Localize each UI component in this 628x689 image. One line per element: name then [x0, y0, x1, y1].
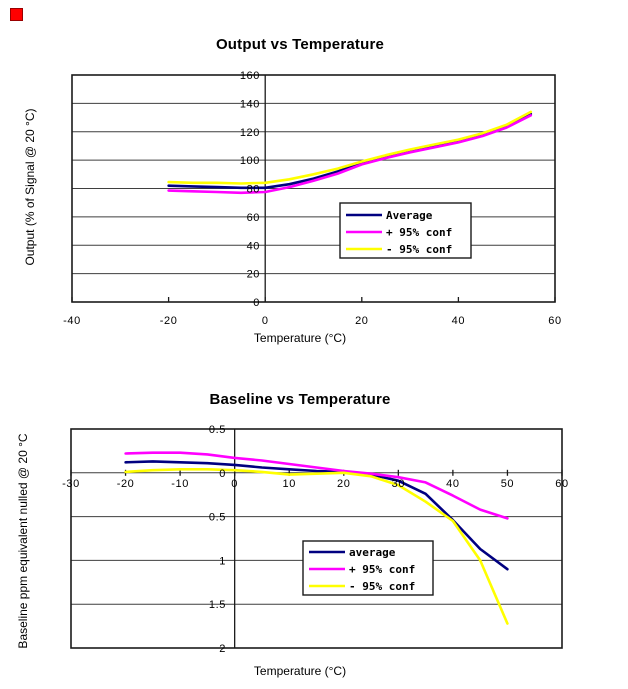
y-tick-label: 0.5: [208, 511, 226, 524]
x-tick-label: 40: [446, 477, 460, 490]
y-tick-label: 140: [239, 98, 260, 111]
y-tick-label: 40: [246, 240, 260, 253]
y-tick-label: 100: [239, 155, 260, 168]
output-y-axis-label: Output (% of Signal @ 20 °C): [23, 108, 37, 266]
x-tick-label: -30: [62, 477, 80, 490]
x-tick-label: 20: [355, 315, 369, 327]
x-tick-label: 0: [231, 477, 239, 490]
x-tick-label: -40: [63, 315, 81, 327]
y-tick-label: 0: [219, 467, 226, 480]
series-line-average: [169, 114, 531, 188]
x-tick-label: 50: [500, 477, 515, 490]
x-tick-label: 20: [337, 477, 351, 490]
x-tick-label: -20: [159, 315, 178, 327]
baseline-vs-temperature-chart: [0, 345, 628, 689]
baseline-x-axis-label: Temperature (°C): [253, 664, 347, 678]
baseline-chart-title: Baseline vs Temperature: [209, 391, 391, 408]
legend-label: Average: [386, 209, 433, 222]
y-tick-label: 1.5: [208, 599, 226, 612]
legend-label: + 95% conf: [386, 226, 453, 239]
x-tick-label: 60: [548, 315, 562, 327]
y-tick-label: 0: [253, 297, 260, 309]
series-line-95-conf: [169, 112, 531, 184]
y-tick-label: 80: [246, 183, 260, 196]
x-tick-label: 30: [391, 477, 406, 490]
legend-label: + 95% conf: [349, 563, 416, 576]
series-line-95-conf: [169, 115, 531, 192]
y-tick-label: 160: [239, 70, 260, 82]
legend-label: average: [349, 546, 396, 559]
x-tick-label: 10: [282, 477, 296, 490]
output-x-axis-label: Temperature (°C): [253, 331, 347, 345]
y-tick-label: 0.5: [208, 424, 226, 436]
x-tick-label: 40: [451, 315, 466, 327]
x-tick-label: 60: [555, 477, 569, 490]
y-tick-label: 1: [219, 555, 226, 568]
x-tick-label: 0: [261, 315, 269, 327]
y-tick-label: 20: [246, 268, 260, 281]
baseline-y-axis-label: Baseline ppm equivalent nulled @ 20 °C: [16, 433, 30, 649]
y-tick-label: 60: [246, 211, 260, 224]
legend-label: - 95% conf: [349, 580, 416, 593]
x-tick-label: -10: [171, 477, 189, 490]
output-chart-title: Output vs Temperature: [215, 36, 385, 53]
legend-label: - 95% conf: [386, 243, 453, 256]
y-tick-label: 120: [239, 126, 260, 139]
y-tick-label: 2: [219, 643, 226, 655]
x-tick-label: -20: [116, 477, 135, 490]
